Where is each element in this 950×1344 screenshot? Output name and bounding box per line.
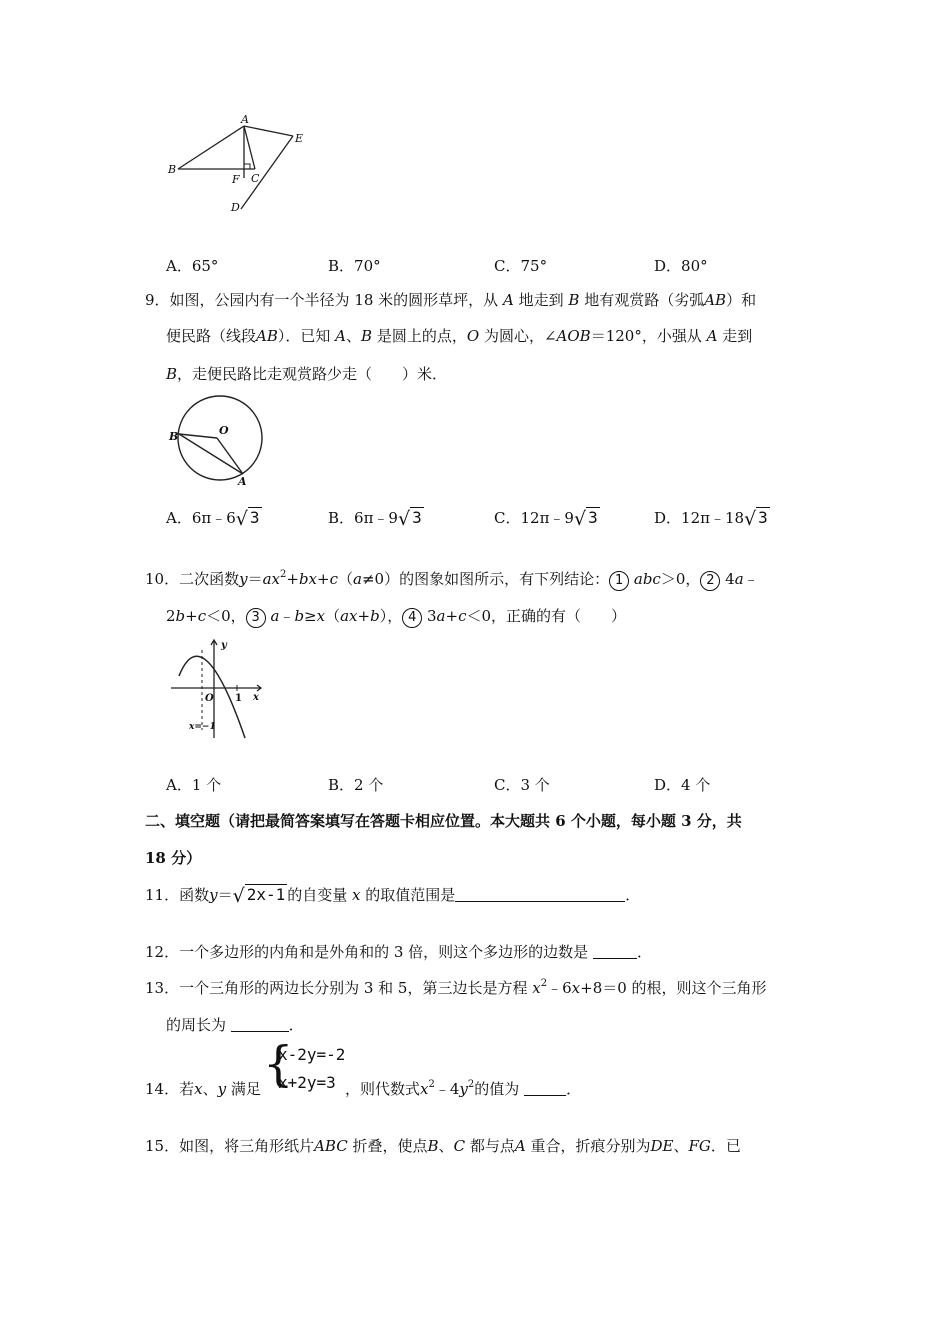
lawn-circle (178, 396, 262, 480)
fig10-label-axis: x=−1 (189, 722, 216, 732)
q13-answer-blank (231, 1031, 289, 1032)
q14-line-a: 14．若x、y 满足 (145, 1080, 261, 1098)
q10-line-1: 10．二次函数$y=ax^2+bx+c(a\ne 0)$的图象如图所示，有下列结论： 1 abc＞0， 2 4a﹣ (145, 569, 759, 591)
q12-line: 12．一个多边形的内角和是外角和的 3 倍，则这个多边形的边数是 ． (145, 943, 652, 961)
fig9-label-A: A (238, 475, 247, 486)
q9-circle-figure (165, 394, 270, 486)
fig8-label-E: E (295, 132, 304, 145)
fig8-label-F: F (232, 173, 240, 186)
seg-BA (179, 434, 243, 474)
fig10-label-1: 1 (235, 693, 242, 704)
q14-system-brace: { (263, 1036, 294, 1092)
q9-line-2: 便民路（线段AB）．已知 A、B 是圆上的点，O 为圆心，∠AOB＝120°，小强从 A 走到 (166, 327, 753, 345)
q9-line-3: B，走便民路比走观赏路少走（ ）米． (166, 365, 448, 383)
circled-4: 4 (402, 608, 422, 628)
q10-parabola-figure (165, 634, 270, 742)
seg-BA (178, 126, 244, 169)
q9-choice-c: C．12π﹣9√ 3 (494, 508, 598, 530)
q10-choice-a: A．1 个 (166, 776, 222, 794)
q14-line-b: ，则代数式$x^2﹣4y^2$的值为 ． (345, 1079, 582, 1098)
q8-triangle-figure (165, 112, 310, 217)
q9-choice-d: D．12π﹣18√ 3 (654, 508, 768, 530)
q8-choice-c: C．75° (494, 257, 548, 275)
q13-line-2: 的周长为 ． (166, 1016, 304, 1034)
q9-choice-a: A．6π﹣6√ 3 (166, 508, 260, 530)
seg-AE (244, 126, 293, 136)
q10-choice-d: D．4 个 (654, 776, 711, 794)
fig8-label-D: D (231, 201, 240, 214)
section-2-header-line-2: 18 分） (145, 849, 202, 867)
q15-line-1: 15．如图，将三角形纸片ABC 折叠，使点B、C 都与点A 重合，折痕分别为DE、FG．已 (145, 1137, 741, 1155)
q8-choice-d: D．80° (654, 257, 708, 275)
fig8-label-A: A (241, 113, 249, 126)
fig10-label-y: y (221, 640, 227, 651)
section-2-header-line-1: 二、填空题（请把最简答案填写在答题卡相应位置。本大题共 6 个小题，每小题 3 分，共 (145, 812, 742, 830)
fig9-label-B: B (169, 430, 179, 443)
circled-1: 1 (609, 571, 629, 591)
q10-choice-c: C．3 个 (494, 776, 550, 794)
q9-line-1: 9．如图，公园内有一个半径为 18 米的圆形草坪，从 A 地走到 B 地有观赏路（劣弧AB）和 (145, 291, 757, 309)
q8-choice-b: B．70° (328, 257, 381, 275)
q14-equation-1: x-2y=-2 (278, 1045, 346, 1064)
q12-answer-blank (593, 958, 637, 959)
q10-line-2: 2b+c＜0， 3 a﹣b≥x（ax+b）， 4 3a+c＜0，正确的有（ ） (166, 606, 626, 628)
q9-choice-b: B．6π﹣9√ 3 (328, 508, 422, 530)
q11-answer-blank (455, 901, 625, 902)
seg-OA (217, 438, 243, 474)
q14-equation-2: x+2y=3 (278, 1073, 336, 1092)
circled-3: 3 (246, 608, 266, 628)
right-angle-mark (244, 164, 250, 169)
q8-choice-a: A．65° (166, 257, 219, 275)
fig10-label-x: x (253, 692, 259, 703)
fig8-label-C: C (251, 172, 260, 185)
q11-line: 11．函数y＝√ 2x-1 的自变量 x 的取值范围是 ． (145, 885, 641, 907)
circled-2: 2 (700, 571, 720, 591)
seg-AC (244, 126, 255, 169)
q13-line-1: 13．一个三角形的两边长分别为 3 和 5，第三边长是方程 $x^2﹣6x+8=0$ 的根，则这个三角形 (145, 978, 767, 997)
q14-answer-blank (524, 1095, 566, 1096)
q10-choice-b: B．2 个 (328, 776, 384, 794)
fig10-label-O: O (205, 693, 214, 704)
fig9-label-O: O (219, 424, 229, 437)
fig8-label-B: B (168, 163, 177, 176)
